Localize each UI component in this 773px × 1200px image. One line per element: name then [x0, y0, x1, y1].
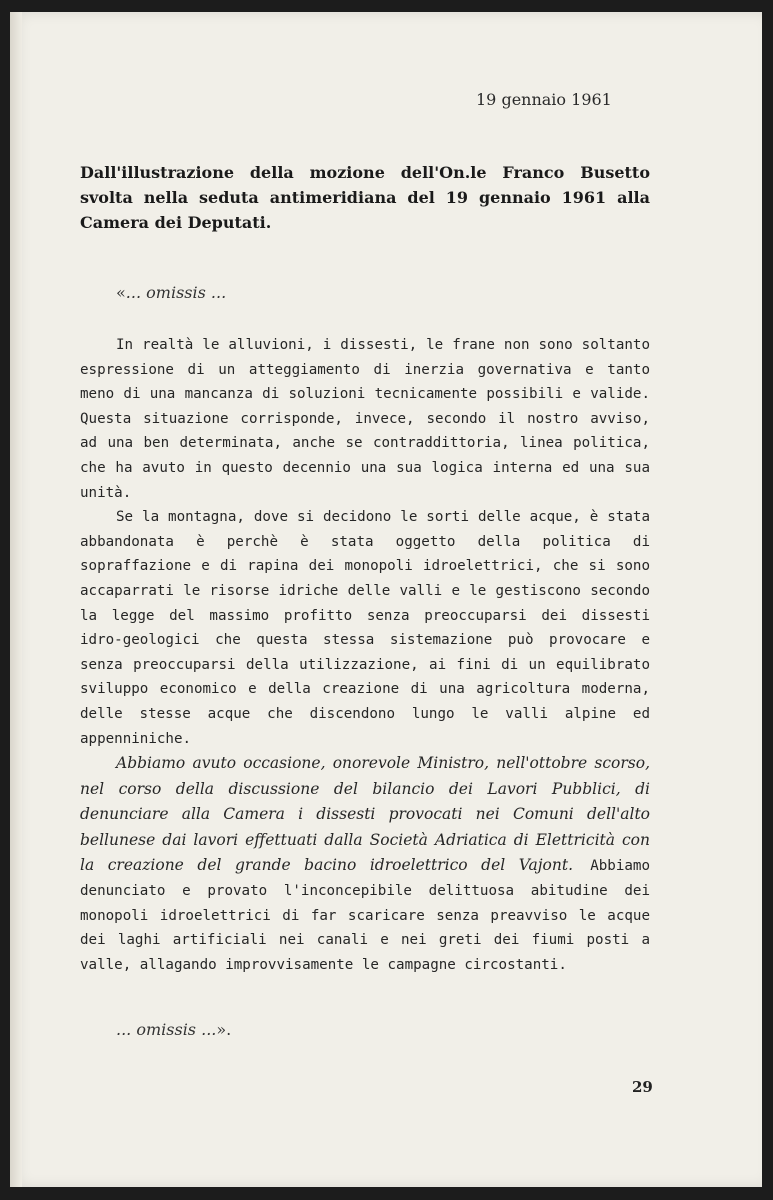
page-binding-edge	[10, 12, 22, 1187]
omissis-close	[116, 1020, 231, 1039]
omissis-open	[116, 283, 226, 302]
paragraph-3	[80, 751, 650, 977]
close-quote: ».	[216, 1020, 232, 1039]
omissis-close-text: ... omissis ...	[116, 1020, 217, 1039]
document-heading: Dall'illustrazione della mozione dell'On.le Franco Busetto svolta nella seduta antimeridiana del 19 gennaio 1961 alla Camera dei Deputati.	[80, 163, 650, 232]
paragraph-2: Se la montagna, dove si decidono le sorti delle acque, è stata abbandonata è perchè è stata oggetto della politica di sopraffazione e di rapina dei monopoli idroelettrici, che si sono accaparrati le risorse idriche delle valli e le gestiscono secondo la legge del massimo profitto senza preoccuparsi dei dissesti idro-geologici che questa stessa sistemazione può provocare e senza preoccuparsi della utilizzazione, ai fini di un equilibrato sviluppo economico e della creazione di una agricoltura moderna, delle stesse acque che discendono lungo le valli alpine ed appenniniche.	[80, 509, 650, 747]
paragraph-1: In realtà le alluvioni, i dissesti, le frane non sono soltanto espressione di un atteggiamento di inerzia governativa e tanto meno di una mancanza di soluzioni tecnicamente possibili e valide. Questa situazione corrisponde, invece, secondo il nostro avviso, ad una ben determinata, anche se contraddittoria, linea politica, che ha avuto in questo decennio una sua logica interna ed una sua unità.	[80, 337, 650, 501]
open-quote: «	[116, 283, 126, 302]
document-date: 19 gennaio 1961	[476, 90, 612, 109]
body-text	[80, 333, 650, 977]
page-number: 29	[632, 1078, 653, 1096]
paragraph-3-italic: Abbiamo avuto occasione, onorevole Ministro, nell'ottobre scorso, nel corso della discussione del bilancio dei Lavori Pubblici, di denunciare alla Camera i dissesti provocati nei Comuni dell'alto bellunese dai lavori effettuati dalla Società Adriatica di Elettricità con la creazione del grande bacino idroelettrico del Vajont.	[80, 754, 650, 875]
paragraph-3-rest: Abbiamo denunciato e provato l'inconcepibile delittuosa abitudine dei monopoli idroelettrici di far scaricare senza preavviso le acque dei laghi artificiali nei canali e nei greti dei fiumi posti a valle, allagando improvvisamente le campagne circostanti.	[80, 858, 650, 973]
omissis-open-text: ... omissis ...	[125, 283, 227, 302]
document-page	[10, 12, 762, 1187]
